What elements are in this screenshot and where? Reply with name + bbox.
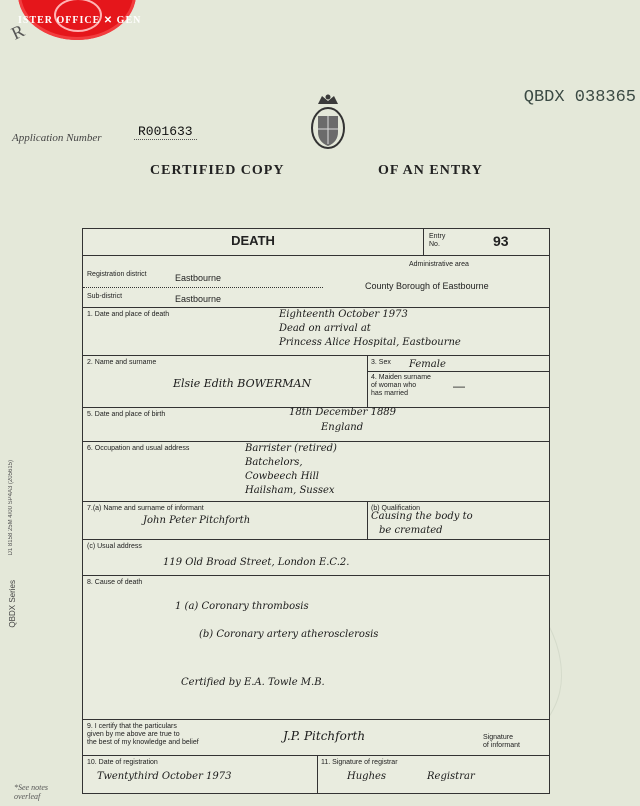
informant-qualification-2: be cremated — [379, 525, 443, 536]
admin-area-label: Administrative area — [409, 261, 469, 268]
row-divider — [83, 539, 549, 540]
form-code: D1 8158 25M 4/00 SP4A3 (205615) — [8, 460, 14, 556]
place-of-death-line-1: Dead on arrival at — [279, 323, 371, 334]
entry-no-label: Entry No. — [429, 233, 446, 249]
informant-address: 119 Old Broad Street, London E.C.2. — [163, 557, 350, 568]
field-7-label: 7.(a) Name and surname of informant — [87, 505, 204, 512]
field-8-label: 8. Cause of death — [87, 579, 143, 586]
address-line-2: Cowbeech Hill — [245, 471, 320, 482]
divider — [423, 229, 424, 255]
cause-of-death-a: 1 (a) Coronary thrombosis — [175, 601, 309, 612]
field-3-label: 3. Sex — [371, 359, 391, 366]
field-10-label: 10. Date of registration — [87, 759, 158, 766]
deceased-name: Elsie Edith BOWERMAN — [173, 377, 312, 390]
application-number: R001633 — [134, 124, 197, 140]
row-divider — [83, 355, 549, 356]
entry-no: 93 — [493, 233, 509, 249]
series-label: QBDX Series — [8, 580, 17, 628]
field-11-label: 11. Signature of registrar — [321, 759, 398, 766]
certified-by: Certified by E.A. Towle M.B. — [181, 677, 325, 688]
row-divider — [83, 255, 549, 256]
serial-number: QBDX 038365 — [523, 88, 636, 107]
row-divider — [83, 441, 549, 442]
row-divider — [83, 575, 549, 576]
field-6-label: 6. Occupation and usual address — [87, 445, 190, 452]
signature-of-informant-label: Signature of informant — [483, 734, 520, 750]
field-7c-label: (c) Usual address — [87, 543, 142, 550]
field-2-label: 2. Name and surname — [87, 359, 157, 366]
row-divider — [83, 501, 549, 502]
maiden-surname: — — [453, 379, 465, 393]
field-1-label: 1. Date and place of death — [87, 311, 170, 318]
registry-office-seal — [18, 0, 142, 40]
field-4-label: 4. Maiden surname of woman who has married — [371, 374, 431, 398]
row-divider — [367, 371, 549, 372]
royal-crest-icon — [306, 92, 350, 152]
field-7b-label: (b) Qualification — [371, 505, 421, 512]
address-line-1: Batchelors, — [245, 457, 303, 468]
divider — [367, 501, 368, 539]
address-line-3: Hailsham, Sussex — [245, 485, 335, 496]
certified-copy-heading: CERTIFIED COPY — [150, 163, 285, 178]
registration-district: Eastbourne — [175, 273, 222, 283]
date-of-death: Eighteenth October 1973 — [279, 309, 408, 320]
sub-district: Eastbourne — [175, 294, 222, 304]
registrar-signature: Hughes — [347, 771, 387, 782]
date-of-registration: Twentythird October 1973 — [97, 771, 232, 782]
sex-value: Female — [409, 359, 446, 370]
row-divider — [83, 719, 549, 720]
registration-district-label: Registration district — [87, 271, 147, 278]
application-number-label: Application Number — [12, 132, 102, 144]
row-divider — [83, 307, 549, 308]
of-an-entry-heading: OF AN ENTRY — [378, 163, 483, 178]
row-divider — [83, 755, 549, 756]
pencil-mark: R — [8, 20, 28, 44]
informant-name: John Peter Pitchforth — [143, 515, 251, 526]
see-notes: *See notes overleaf — [14, 783, 48, 801]
cause-of-death-b: (b) Coronary artery atherosclerosis — [199, 629, 379, 640]
sub-district-label: Sub-district — [87, 293, 123, 300]
date-of-birth: 18th December 1889 — [289, 407, 397, 418]
divider — [367, 355, 368, 407]
informant-signature: J.P. Pitchforth — [283, 729, 366, 743]
row-divider — [83, 287, 323, 288]
field-5-label: 5. Date and place of birth — [87, 411, 166, 418]
place-of-death-line-2: Princess Alice Hospital, Eastbourne — [279, 337, 461, 348]
place-of-birth: England — [321, 422, 364, 433]
field-9-label: 9. I certify that the particulars given by me above are true to the best of my knowledge and belief — [87, 723, 199, 747]
death-entry-form — [82, 228, 550, 794]
occupation: Barrister (retired) — [245, 443, 337, 454]
divider — [317, 755, 318, 793]
admin-area: County Borough of Eastbourne — [365, 281, 489, 291]
seal-text: ISTER OFFICE ✕ GEN — [18, 15, 142, 26]
form-title: DEATH — [231, 233, 275, 248]
registrar-role: Registrar — [427, 771, 475, 782]
informant-qualification-1: Causing the body to — [371, 511, 473, 522]
